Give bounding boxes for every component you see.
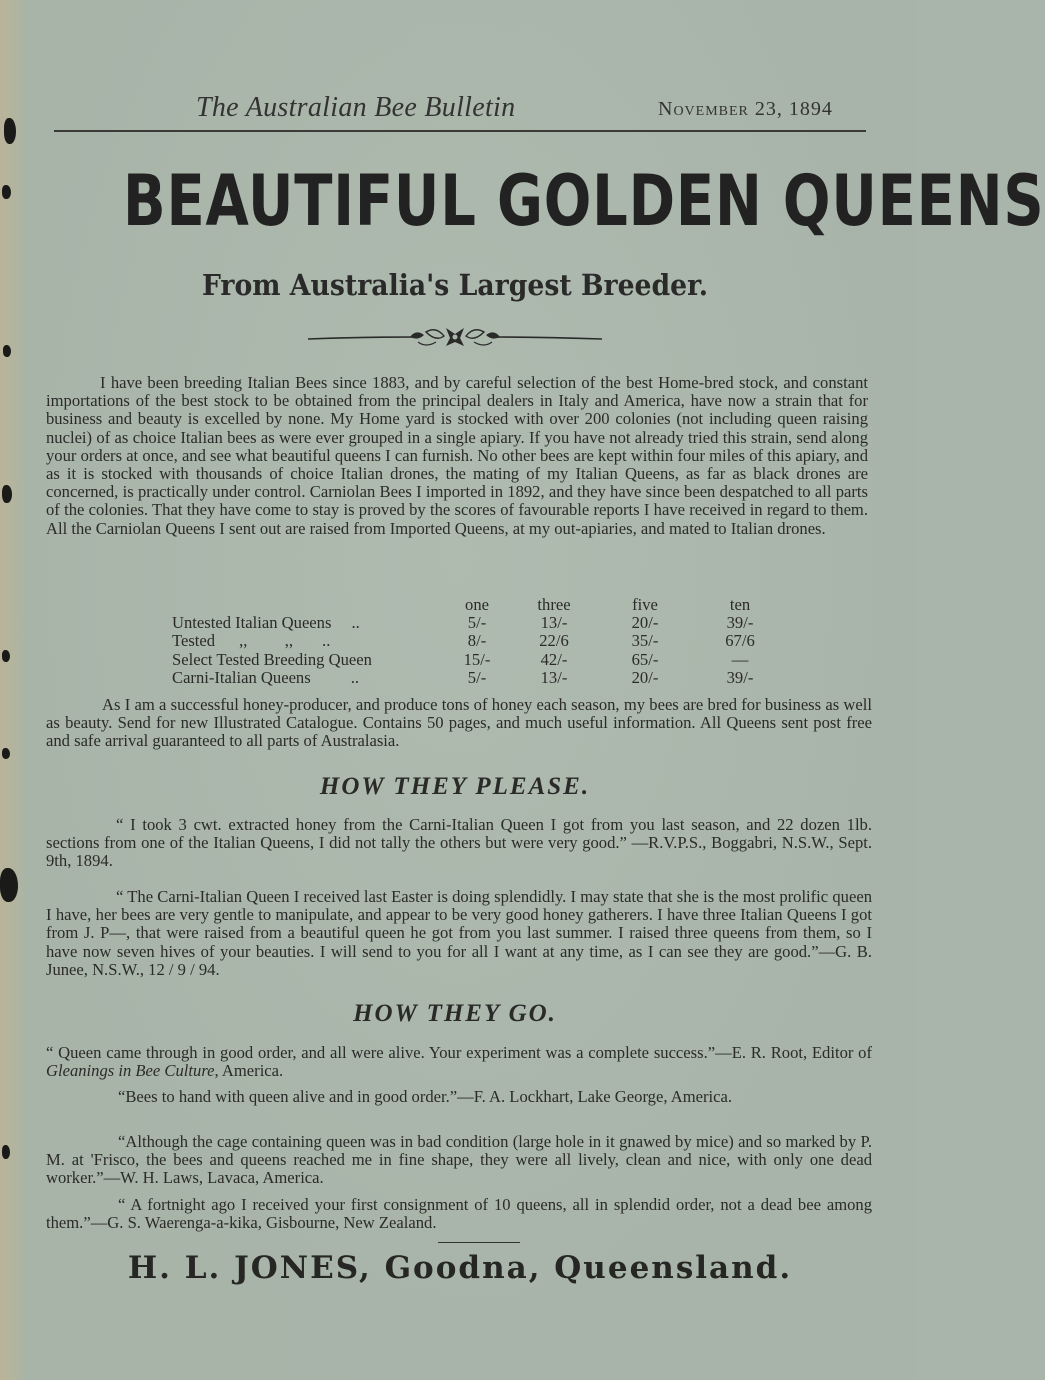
table-row: Tested ,, ,, .. 8/- 22/6 35/- 67/6 [172,631,755,651]
testimonial: “Although the cage containing queen was in bad condition (large hole in it gnawed by mice) and so marked by P. M. at 'Frisco, the bees and queens reached me in fine shape, they were all lively, clean and nice, with only one dead worker.”—W. H. Laws, Lavaca, America. [46,1132,872,1188]
col-ten: ten [729,595,751,614]
subheadline: From Australia's Largest Breeder. [201,268,709,302]
table-row: Carni-Italian Queens .. 5/- 13/- 20/- 39/- [172,667,754,687]
testimonial: “ I took 3 cwt. extracted honey from the Carni-Italian Queen I got from you last season, and 22 dozen 1lb. sections from one of the Italian Queens, I did not tally the others but were very good.” —R.V.P.S., Boggabri, N.S.W., Sept. 9th, 1894. [46,815,872,871]
section-heading-go: HOW THEY GO. [353,1000,557,1027]
signature-rule [438,1242,520,1243]
price-table-header [172,596,790,614]
table-row: Untested Italian Queens .. 5/- 13/- 20/- 39/- [172,613,754,633]
issue-date: November 23, 1894 [658,98,833,120]
magazine-title: Gleanings in Bee Culture [46,1061,215,1081]
testimonial: “ The Carni-Italian Queen I received last Easter is doing splendidly. I may state that she is the most prolific queen I have, her bees are very gentle to manipulate, and appear to be very good honey gatherers. I have three Italian Queens I got from J. P—, that were raised from a beautiful queen he got from you last summer. I raised three queens from them, so I have now seven hives of your beauties. I will send to you for all I want at any time, as I can see they are good.”—G. B. Junee, N.S.W., 12 / 9 / 94. [46,887,872,979]
publication-title: The Australian Bee Bulletin [196,92,516,123]
price-table [172,596,790,687]
intro-text: I have been breeding Italian Bees since 1883, and by careful selection of the best Home-bred stock, and constant importations of the best stock to be obtained from the principal dealers in Italy and America, have now a strain that for business and beauty is excelled by none. My Home yard is stocked with over 200 colonies (not including queen raising nuclei) of as choice Italian bees as were ever grouped in a single apiary. If you have not already tried this strain, send along your orders at once, and see what beautiful queens I can furnish. No other bees are kept within four miles of this apiary, and as it is stocked with thousands of choice Italian drones, the mating of my Italian Queens, as far as black drones are concerned, is practically under control. Carniolan Bees I imported in 1892, and they have since been despatched to all parts of the colonies. That they have come to stay is proved by the scores of favourable reports I have received in regard to them. All the Carniolan Queens I sent out are raised from Imported Queens, at my out-apiaries, and mated to Italian drones. [46,373,868,538]
intro-paragraph [46,374,868,538]
header-rule [54,130,866,132]
table-row: Select Tested Breeding Queen 15/- 42/- 65/- — [172,649,749,669]
torn-left-edge [0,0,12,1380]
running-header [54,92,866,134]
testimonial: “ Queen came through in good order, and all were alive. Your experiment was a complete success.”—E. R. Root, Editor of Gleanings in Bee Culture, America. [46,1043,872,1081]
advertiser-signature: H. L. JONES, Goodna, Queensland. [127,1250,793,1286]
ornament-divider [306,324,604,350]
col-one: one [465,595,489,614]
testimonial: “Bees to hand with queen alive and in good order.”—F. A. Lockhart, Lake George, America. [118,1087,732,1106]
col-three: three [537,595,571,614]
col-five: five [632,595,658,614]
after-table-paragraph: As I am a successful honey-producer, and produce tons of honey each season, my bees are bred for business as well as beauty. Send for new Illustrated Catalogue. Contains 50 pages, and much useful information. All Queens sent post free and safe arrival guaranteed to all parts of Australasia. [46,695,872,751]
section-heading-please: HOW THEY PLEASE. [319,773,591,800]
testimonial: “ A fortnight ago I received your first consignment of 10 queens, all in splendid order, not a dead bee among them.”—G. S. Waerenga-a-kika, Gisbourne, New Zealand. [46,1195,872,1233]
headline: BEAUTIFUL GOLDEN QUEENS [123,160,1045,242]
